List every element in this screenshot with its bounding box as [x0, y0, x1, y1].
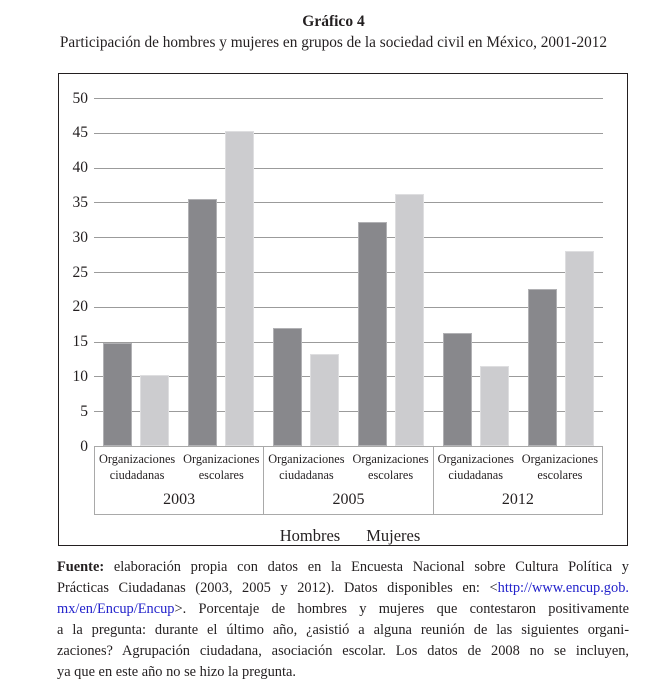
- bar-pair-2005-escolares: [348, 98, 433, 446]
- year-group-2003: [95, 447, 264, 514]
- year-label-2003: 2003: [163, 491, 196, 508]
- y-axis-label-20: 20: [72, 298, 88, 316]
- legend-label-hombres: Hombres: [279, 526, 341, 545]
- y-axis-label-5: 5: [80, 402, 88, 420]
- bar-mujeres-2012-ciudadanas: [480, 366, 509, 446]
- y-axis-label-0: 0: [80, 437, 88, 455]
- bars-row: [94, 98, 603, 446]
- bar-mujeres-2003-escolares: [225, 131, 254, 446]
- bar-pair-2005-ciudadanas: [264, 98, 349, 446]
- category-label-2003-ciudadanas: Organizaciones ciudadanas: [98, 452, 176, 482]
- year-group-2012: [434, 447, 602, 514]
- source-url-link[interactable]: mx/en/Encup/Encup: [57, 601, 175, 617]
- bar-hombres-2012-escolares: [528, 289, 557, 446]
- category-labels-row-2005: [264, 447, 432, 490]
- y-axis: [59, 89, 88, 455]
- source-note-line-5: [57, 641, 629, 662]
- bar-mujeres-2003-ciudadanas: [140, 375, 169, 446]
- category-label-2003-escolares: Organizaciones escolares: [183, 452, 260, 482]
- legend-swatch-hombres-icon: [266, 531, 277, 542]
- source-note-line-4: [57, 620, 629, 641]
- source-note-text: Prácticas Ciudadanas (2003, 2005 y 2012). Datos disponibles en: <: [57, 580, 498, 596]
- y-axis-label-45: 45: [72, 124, 88, 142]
- chart-title: Gráfico 4: [302, 13, 365, 30]
- legend: [59, 526, 627, 546]
- source-note-text: ya que en este año no se hizo la pregunta.: [57, 664, 296, 680]
- y-axis-label-35: 35: [72, 193, 88, 211]
- source-note-text: elaboración propia con datos en la Encuesta Nacional sobre Cultura Política y: [104, 559, 629, 575]
- bar-pair-2003-escolares: [179, 98, 264, 446]
- bar-hombres-2003-escolares: [188, 199, 217, 446]
- year-label-2005: 2005: [332, 491, 365, 508]
- source-note-line-1: [57, 557, 629, 578]
- legend-item-hombres: [266, 526, 341, 546]
- category-label-2012-ciudadanas: Organizaciones ciudadanas: [437, 452, 514, 482]
- x-axis-label-area: [94, 446, 603, 515]
- bar-hombres-2005-ciudadanas: [273, 328, 302, 446]
- legend-label-mujeres: Mujeres: [366, 526, 421, 545]
- source-note-line-2: [57, 578, 629, 599]
- bar-hombres-2003-ciudadanas: [103, 343, 132, 446]
- bar-hombres-2012-ciudadanas: [443, 333, 472, 446]
- y-axis-label-25: 25: [72, 263, 88, 281]
- source-note-line-3: [57, 599, 629, 620]
- bar-mujeres-2005-ciudadanas: [310, 354, 339, 446]
- source-note-text: Fuente:: [57, 559, 105, 575]
- y-axis-label-40: 40: [72, 158, 88, 176]
- category-label-2012-escolares: Organizaciones escolares: [521, 452, 599, 482]
- year-label-2012: 2012: [501, 491, 534, 508]
- bar-pair-2012-escolares: [518, 98, 603, 446]
- source-url-link[interactable]: http://www.encup.gob.: [497, 580, 629, 596]
- year-group-2005: [264, 447, 433, 514]
- chart-subtitle: Participación de hombres y mujeres en grupos de la sociedad civil en México, 2001-2012: [59, 34, 608, 51]
- chart-frame: [58, 73, 628, 546]
- category-label-2005-ciudadanas: Organizaciones ciudadanas: [268, 452, 345, 482]
- bar-mujeres-2012-escolares: [565, 251, 594, 446]
- y-axis-label-10: 10: [72, 367, 88, 385]
- source-note-text: zaciones? Agrupación ciudadana, asociación escolar. Los datos de 2008 no se incluyen,: [57, 643, 629, 659]
- bar-pair-2003-ciudadanas: [94, 98, 179, 446]
- bar-hombres-2005-escolares: [358, 222, 387, 446]
- bar-pair-2012-ciudadanas: [433, 98, 518, 446]
- source-note: [57, 557, 629, 683]
- y-axis-label-50: 50: [72, 89, 88, 107]
- bar-mujeres-2005-escolares: [395, 194, 424, 446]
- source-note-text: >. Porcentaje de hombres y mujeres que contestaron positivamente: [174, 601, 629, 617]
- y-axis-label-30: 30: [72, 228, 88, 246]
- category-labels-row-2012: [434, 447, 602, 490]
- category-label-2005-escolares: Organizaciones escolares: [352, 452, 429, 482]
- source-note-text: a la pregunta: durante el último año, ¿asistió a alguna reunión de las siguientes organi-: [57, 622, 629, 638]
- plot-area: [94, 98, 603, 446]
- source-note-line-6: [57, 662, 629, 683]
- category-labels-row-2003: [95, 447, 263, 490]
- legend-item-mujeres: [352, 526, 420, 546]
- legend-swatch-mujeres-icon: [352, 531, 363, 542]
- y-axis-label-15: 15: [72, 332, 88, 350]
